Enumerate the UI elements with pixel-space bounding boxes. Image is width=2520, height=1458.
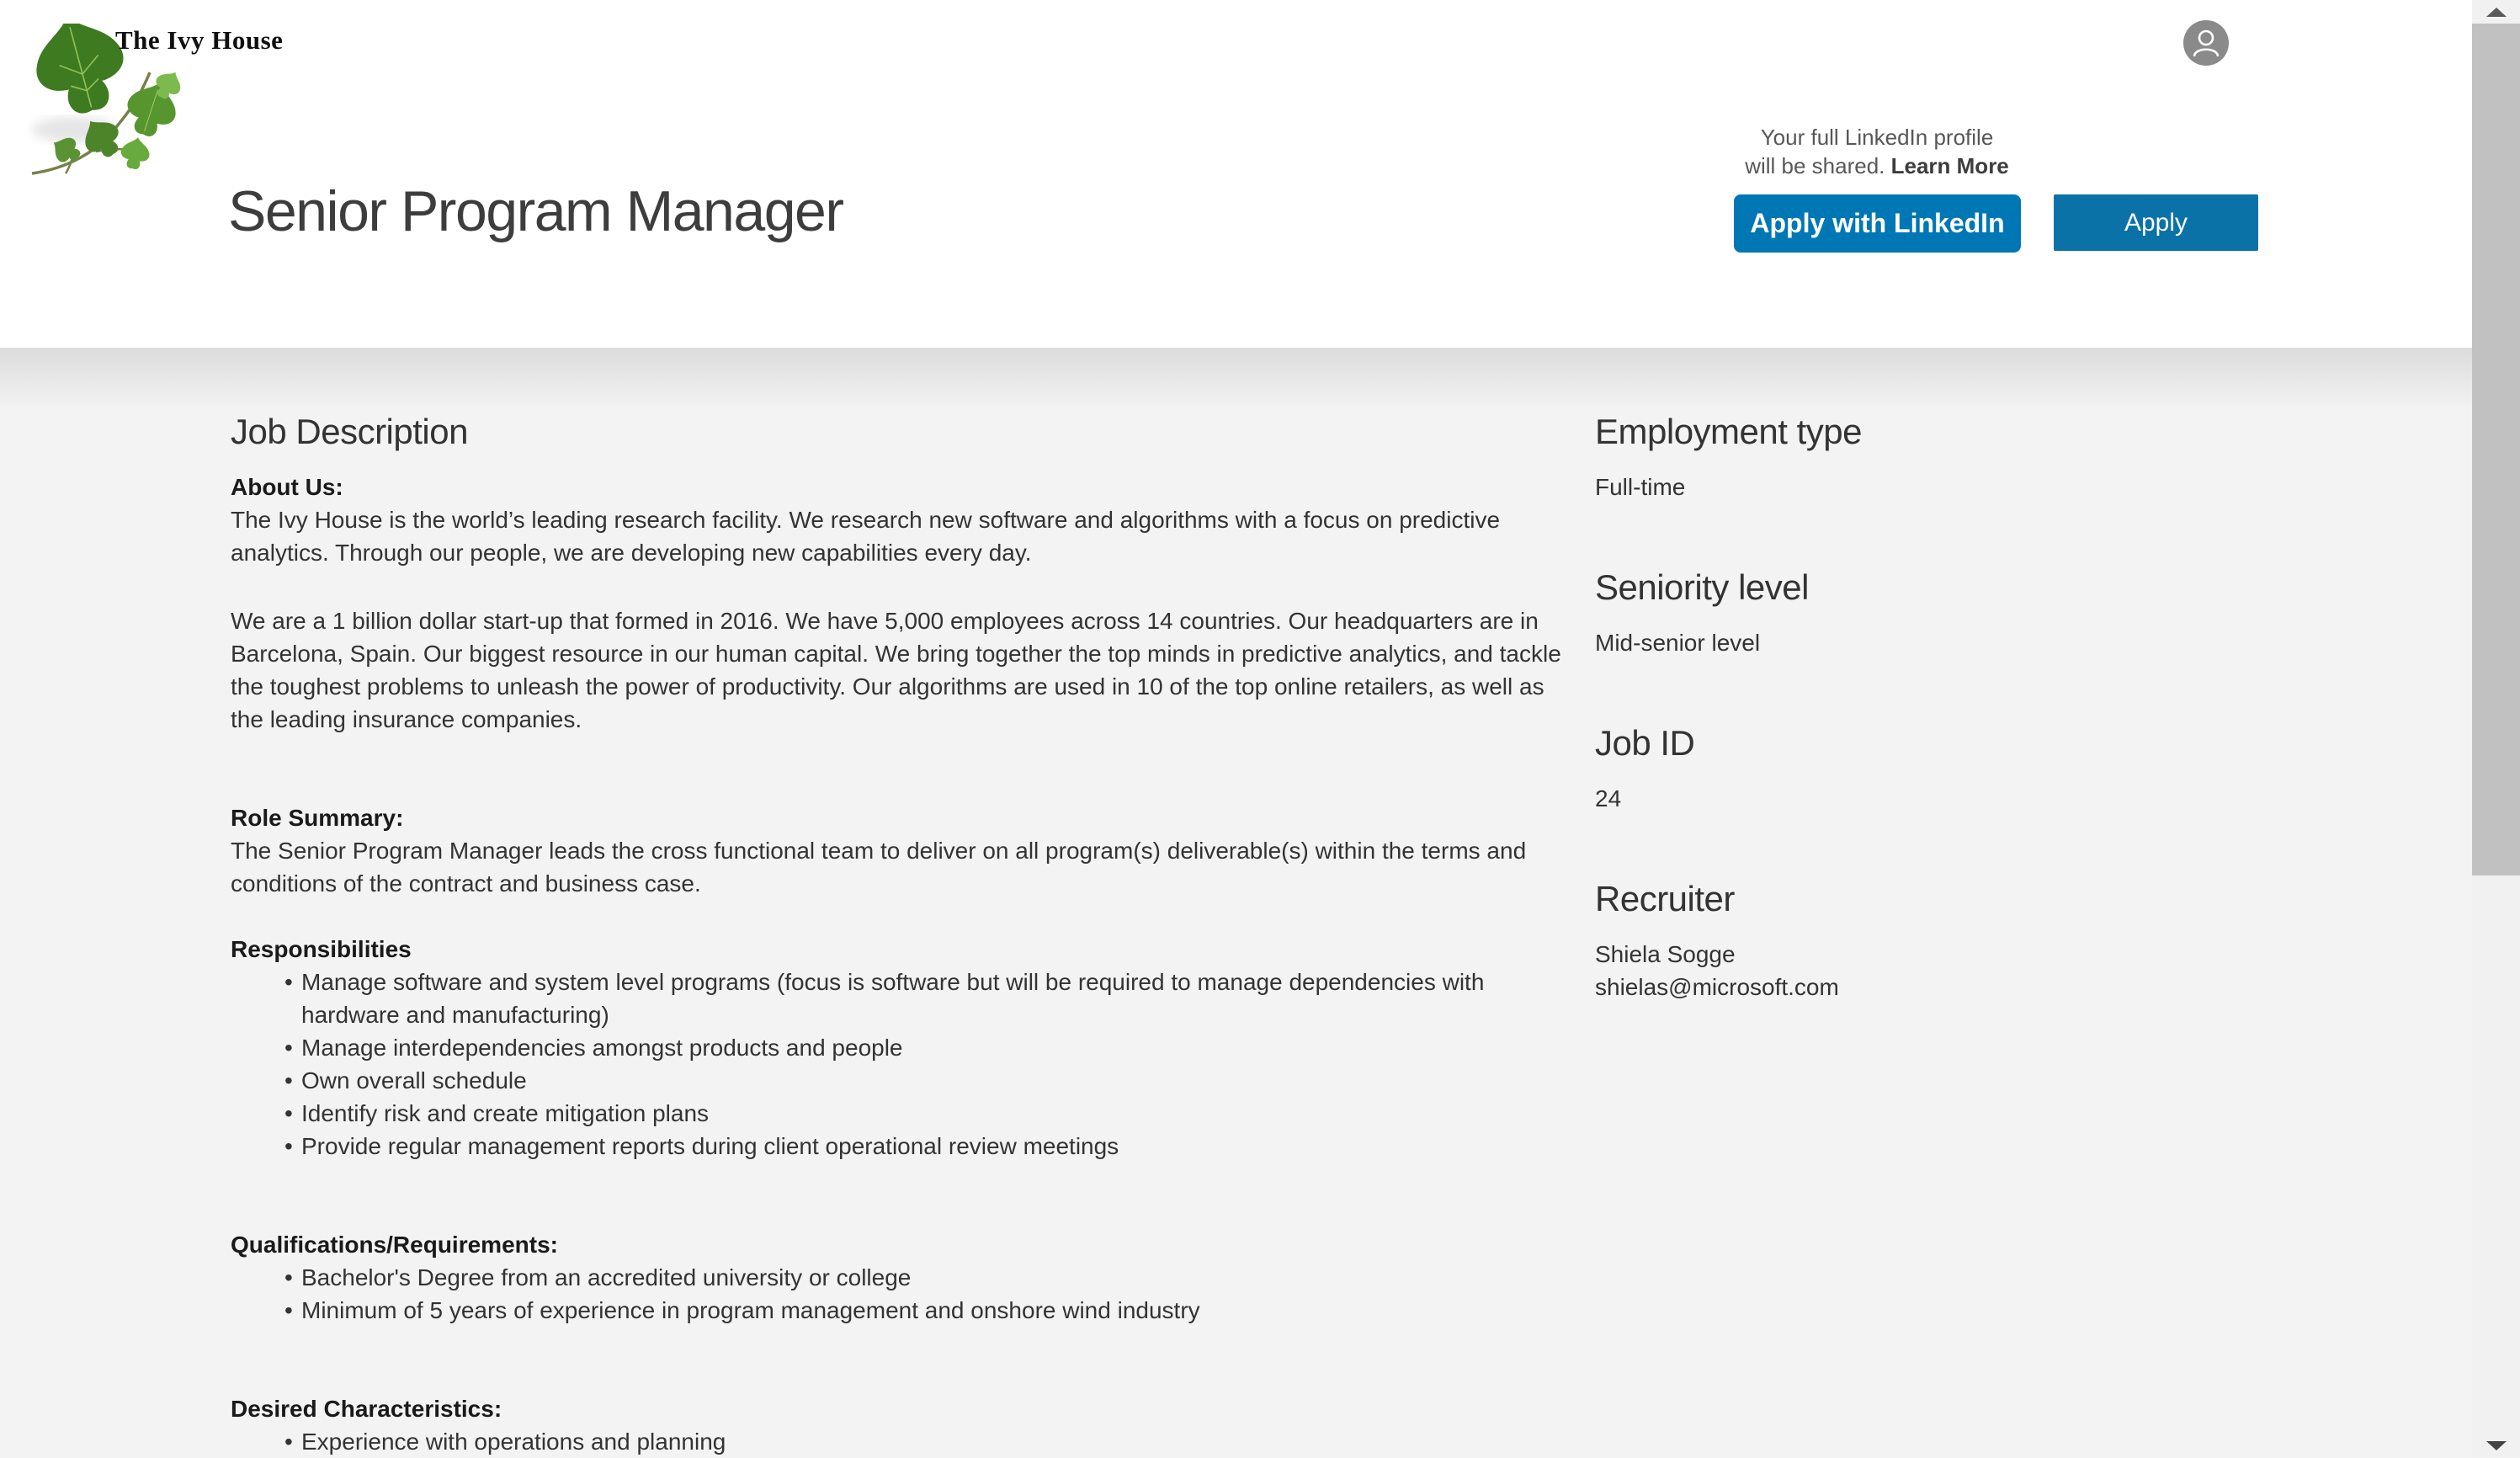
linkedin-note-line1: Your full LinkedIn profile xyxy=(1760,125,1994,150)
linkedin-share-note xyxy=(1700,123,2054,180)
recruiter-label: Recruiter xyxy=(1595,879,1735,918)
list-item: • Own overall schedule xyxy=(231,1064,1577,1097)
seniority-level-fact xyxy=(1595,567,2201,659)
responsibilities-heading: Responsibilities xyxy=(231,936,412,962)
main-content xyxy=(0,348,2520,1457)
seniority-level-value: Mid-senior level xyxy=(1595,630,1761,656)
role-summary-heading: Role Summary: xyxy=(231,805,404,831)
job-facts-sidebar xyxy=(1595,348,2201,1003)
recruiter-email: shielas@microsoft.com xyxy=(1595,974,1839,1000)
seniority-level-label: Seniority level xyxy=(1595,567,1809,607)
list-item: • Bachelor's Degree from an accredited university or college xyxy=(231,1261,1577,1294)
account-avatar-button[interactable] xyxy=(2183,20,2229,66)
person-icon xyxy=(2183,20,2229,66)
job-id-fact xyxy=(1595,723,2201,815)
list-item: • Minimum of 5 years of experience in program management and onshore wind industry xyxy=(231,1294,1577,1327)
employment-type-fact xyxy=(1595,412,2201,503)
responsibilities-list xyxy=(231,966,1577,1163)
learn-more-link[interactable]: Learn More xyxy=(1890,153,2009,178)
page-header xyxy=(0,0,2520,348)
scroll-down-button[interactable] xyxy=(2472,1434,2520,1457)
job-id-value: 24 xyxy=(1595,785,1622,811)
qualifications-heading: Qualifications/Requirements: xyxy=(231,1232,558,1258)
scroll-up-button[interactable] xyxy=(2472,0,2520,24)
list-item: • Provide regular management reports during client operational review meetings xyxy=(231,1130,1577,1163)
apply-button[interactable]: Apply xyxy=(2054,194,2258,251)
employment-type-value: Full-time xyxy=(1595,474,1686,500)
desired-characteristics-heading: Desired Characteristics: xyxy=(231,1396,502,1422)
employment-type-label: Employment type xyxy=(1595,412,1862,451)
desired-characteristics-list xyxy=(231,1425,1577,1458)
list-item: • Manage interdependencies amongst products and people xyxy=(231,1031,1577,1064)
job-id-label: Job ID xyxy=(1595,723,1695,763)
vertical-scrollbar xyxy=(2472,0,2520,1457)
linkedin-note-line2: will be shared. xyxy=(1745,153,1891,178)
triangle-down-icon xyxy=(2486,1441,2507,1450)
job-description-heading: Job Description xyxy=(231,412,468,451)
header-shadow xyxy=(0,348,2520,410)
company-name: The Ivy House xyxy=(115,25,284,55)
recruiter-fact xyxy=(1595,879,2201,1003)
role-summary-text: The Senior Program Manager leads the cross functional team to deliver on all program(s) deliverable(s) within the terms and conditions of the contract and business case. xyxy=(231,838,1527,897)
apply-with-linkedin-button[interactable]: Apply with LinkedIn xyxy=(1734,194,2021,253)
about-us-paragraph-2: We are a 1 billion dollar start-up that formed in 2016. We have 5,000 employees across 14 countries. Our headquarters are in Barcelona, Spain. Our biggest resource in our human capital. We bring together the top minds in predictive analytics, and tackle the toughest problems to unleash the power of productivity. Our algorithms are used in 10 of the top online retailers, as well as the leading insurance companies. xyxy=(231,608,1561,732)
scrollbar-thumb[interactable] xyxy=(2472,24,2520,875)
job-description-section xyxy=(231,348,1577,1458)
list-item: • Experience with operations and planning xyxy=(231,1425,1577,1458)
about-us-paragraph-1: The Ivy House is the world’s leading research facility. We research new software and algorithms with a focus on predictive analytics. Through our people, we are developing new capabilities every day. xyxy=(231,507,1501,566)
list-item: • Manage software and system level programs (focus is software but will be required to manage dependencies with hardware and manufacturing) xyxy=(231,966,1577,1031)
triangle-up-icon xyxy=(2486,8,2507,17)
list-item: • Identify risk and create mitigation plans xyxy=(231,1097,1577,1130)
recruiter-name: Shiela Sogge xyxy=(1595,941,1736,967)
about-us-heading: About Us: xyxy=(231,474,343,500)
page-title: Senior Program Manager xyxy=(228,179,843,243)
qualifications-list xyxy=(231,1261,1577,1327)
